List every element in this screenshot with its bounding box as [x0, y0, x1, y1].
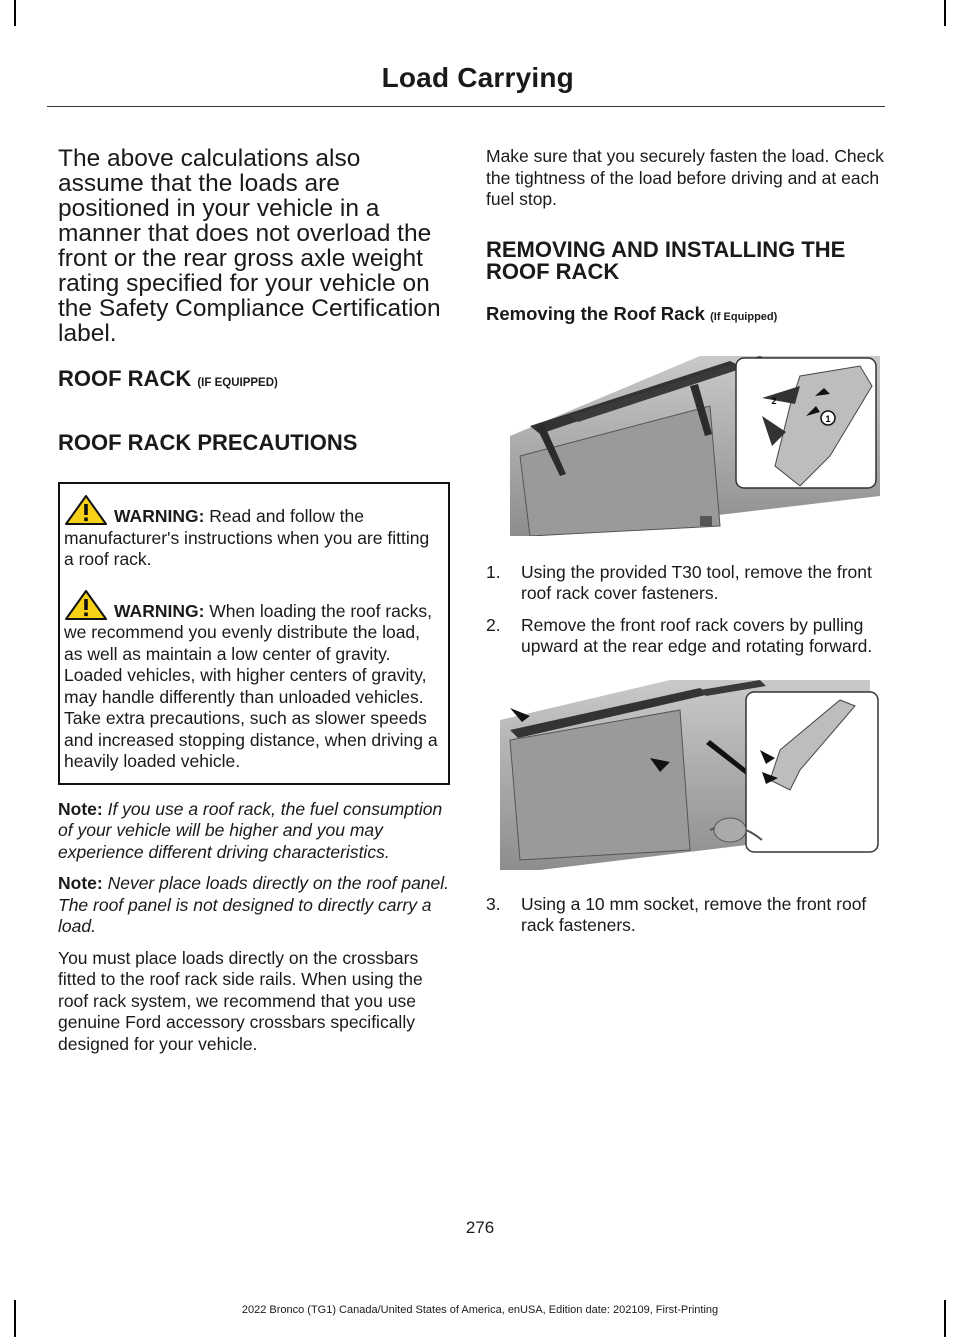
- footer-edition: 2022 Bronco (TG1) Canada/United States of America, enUSA, Edition date: 202109, First-Printing: [241, 1304, 719, 1316]
- step-2: 2. Remove the front roof rack covers by pulling upward at the rear edge and rotating forward.: [486, 614, 873, 656]
- figure-callout-2: 2: [771, 395, 777, 406]
- crossbar-paragraph: You must place loads directly on the crossbars fitted to the roof rack side rails. When using the roof rack system, we recommend that you use genuine Ford accessory crossbars specifically designed for your vehicle.: [58, 947, 423, 1054]
- fasten-paragraph: Make sure that you securely fasten the load. Check the tightness of the load before driving and at each fuel stop.: [486, 146, 884, 209]
- subsection-title-removing: Removing the Roof Rack (If Equipped): [486, 302, 778, 324]
- warning-2: WARNING: When loading the roof racks, we recommend you evenly distribute the load, as well as maintain a low center of gravity. Loaded vehicles, with higher centers of gravity, may handle differently than unloaded vehicles. Take extra precautions, such as slower speeds and increased stopping distance, when driving a heavily loaded vehicle.: [64, 589, 440, 773]
- figure-callout-1: 1: [825, 413, 831, 424]
- figure-roof-rack-cover: [500, 346, 880, 536]
- warning-icon: [64, 494, 108, 526]
- intro-paragraph: The above calculations also assume that the loads are positioned in your vehicle in a manner that does not overload the front or the rear gross axle weight rating specified for your vehicle on the Safety Compliance Certification label.: [58, 145, 441, 347]
- crop-mark-top-right: [944, 0, 946, 26]
- warning-1: WARNING: Read and follow the manufacturer's instructions when you are fitting a roof rack.: [64, 494, 440, 571]
- figure-roof-rack-fasteners: [500, 680, 880, 870]
- page-number: 276: [465, 1218, 495, 1237]
- steps-list-2: [486, 894, 886, 937]
- subsection-title-precautions: ROOF RACK PRECAUTIONS: [58, 430, 358, 455]
- section-suffix: (IF EQUIPPED): [197, 377, 278, 389]
- header-rule: [47, 106, 885, 107]
- page-header-title: Load Carrying: [381, 62, 574, 93]
- note-2: Note: Never place loads directly on the roof panel. The roof panel is not designed to directly carry a load.: [58, 873, 450, 936]
- steps-list-1: [486, 562, 886, 658]
- step-3: 3. Using a 10 mm socket, remove the front roof rack fasteners.: [486, 893, 867, 935]
- warning-icon: [64, 589, 108, 621]
- warning-box: [58, 482, 450, 785]
- note-1: Note: If you use a roof rack, the fuel consumption of your vehicle will be higher and you may experience different driving characteristics.: [58, 798, 443, 862]
- step-1: 1. Using the provided T30 tool, remove the front roof rack cover fasteners.: [486, 561, 872, 603]
- section-title-removing-installing: REMOVING AND INSTALLING THE ROOF RACK: [486, 236, 846, 284]
- section-title-roof-rack: ROOF RACK (IF EQUIPPED): [58, 366, 278, 391]
- crop-mark-top-left: [14, 0, 16, 26]
- left-column: [58, 146, 450, 1055]
- right-column: [486, 146, 886, 937]
